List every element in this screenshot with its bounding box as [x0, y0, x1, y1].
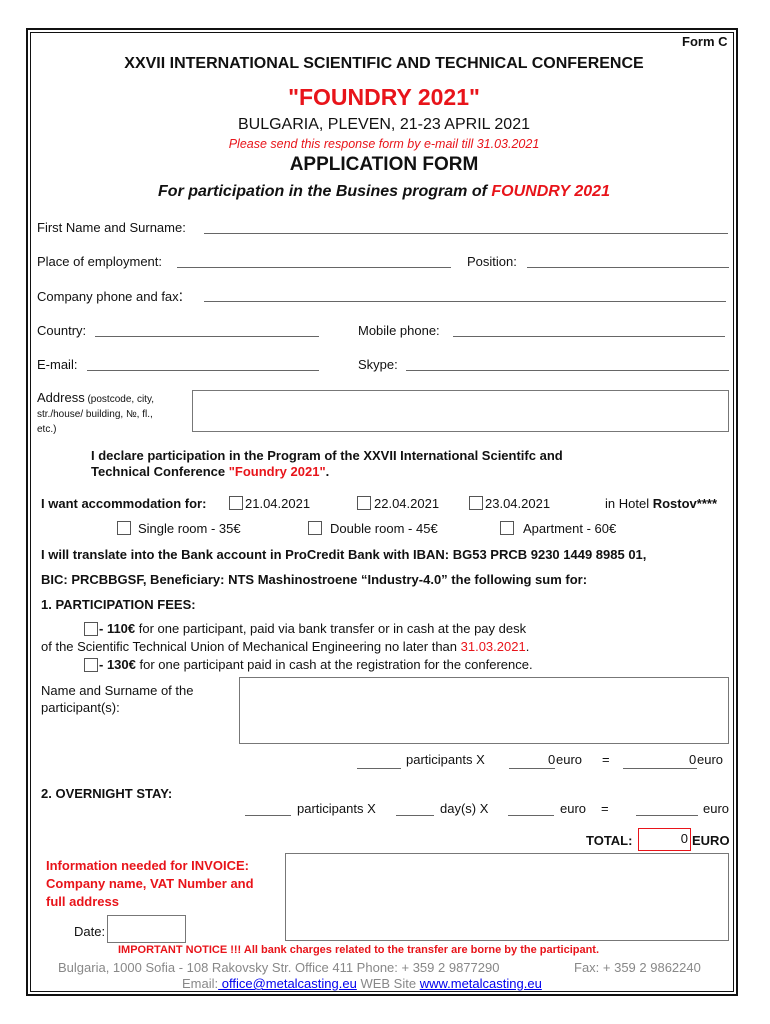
footer-email-label: Email: [182, 976, 219, 991]
company-phone-text: Company phone and fax [37, 289, 179, 304]
footer-web-link[interactable]: www.metalcasting.eu [419, 976, 542, 991]
declaration-line1: I declare participation in the Program of the XXVII International Scientifc and [91, 448, 563, 463]
stay-days-x: day(s) X [440, 801, 489, 816]
invoice-label [46, 857, 254, 911]
stay-equals: = [601, 801, 609, 816]
room-single: Single room - 35€ [138, 521, 241, 536]
fee-equals: = [602, 752, 610, 767]
send-notice: Please send this response form by e-mail till 31.03.2021 [228, 137, 540, 151]
date-1: 21.04.2021 [245, 496, 311, 511]
mobile-label: Mobile phone: [358, 323, 440, 338]
declaration-line2 [91, 464, 329, 479]
fee-option-110-line2 [41, 639, 529, 654]
subtitle-event: FOUNDRY 2021 [491, 183, 610, 200]
address-label [37, 391, 154, 436]
form-subtitle [28, 183, 740, 201]
address-main: Address [37, 390, 85, 405]
footer-links [182, 976, 542, 991]
stay-euro-2: euro [703, 801, 730, 816]
subtitle-prefix: For participation in the Busines program of [158, 183, 492, 200]
stay-euro: euro [560, 801, 587, 816]
declaration-event: "Foundry 2021" [228, 464, 326, 479]
stay-participants-field[interactable] [245, 815, 291, 816]
fee-euro-label: euro [556, 752, 583, 767]
skype-field[interactable] [406, 370, 729, 371]
form-title: APPLICATION FORM [289, 154, 479, 175]
fee-checkbox-130[interactable] [84, 658, 98, 672]
country-field[interactable] [95, 336, 319, 337]
invoice-box[interactable] [285, 853, 729, 941]
room-checkbox-single[interactable] [117, 521, 131, 535]
fee-result-unit: euro [697, 752, 724, 767]
important-label: IMPORTANT NOTICE !!! [118, 944, 242, 956]
invoice-line3: full address [46, 894, 119, 909]
company-phone-colon: : [178, 288, 184, 305]
fee-130-amount: - 130€ [99, 657, 136, 672]
fee-option-130 [99, 657, 533, 672]
total-unit: EURO [692, 833, 730, 848]
fee-deadline: 31.03.2021 [460, 639, 526, 654]
bank-line2: BIC: PRCBBGSF, Beneficiary: NTS Mashinostroene “Industry-4.0” the following sum for: [41, 572, 588, 587]
company-phone-label [37, 288, 183, 306]
location-date: BULGARIA, PLEVEN, 21-23 APRIL 2021 [237, 116, 530, 133]
email-label: E-mail: [37, 357, 78, 372]
position-field[interactable] [527, 267, 729, 268]
fee-participants-count[interactable] [357, 768, 401, 769]
footer-address: Bulgaria, 1000 Sofia - 108 Rakovsky Str. Office 411 Phone: + 359 2 9877290 [58, 960, 500, 975]
fee-110-dot: . [525, 639, 530, 654]
footer-web-label: WEB Site [356, 976, 420, 991]
fee-amount-field[interactable] [509, 768, 555, 769]
skype-label: Skype: [358, 357, 398, 372]
stay-heading: 2. OVERNIGHT STAY: [41, 786, 173, 801]
stay-amount-field[interactable] [508, 815, 554, 816]
company-phone-field[interactable] [204, 301, 726, 302]
date-2: 22.04.2021 [374, 496, 440, 511]
bank-line1: I will translate into the Bank account in ProCredit Bank with IBAN: BG53 PRCB 9230 1449 8985 01, [41, 547, 647, 562]
form-label: Form C [682, 34, 728, 49]
footer-fax: Fax: + 359 2 9862240 [574, 960, 701, 975]
footer-email-link[interactable]: office@metalcasting.eu [218, 976, 357, 991]
employment-label: Place of employment: [37, 254, 163, 269]
address-hint-1: (postcode, city, [84, 394, 154, 405]
room-checkbox-double[interactable] [308, 521, 322, 535]
participants-label-2: participant(s): [41, 700, 120, 715]
email-field[interactable] [87, 370, 319, 371]
accommodation-label: I want accommodation for: [41, 496, 207, 511]
fee-amount-value: 0 [548, 752, 556, 767]
fee-110-text: for one participant, paid via bank transfer or in cash at the pay desk [135, 621, 527, 636]
fee-result-field[interactable] [623, 768, 697, 769]
invoice-line1: Information needed for INVOICE: [46, 858, 249, 873]
room-double: Double room - 45€ [330, 521, 438, 536]
hotel-prefix: in Hotel [605, 496, 653, 511]
date-3: 23.04.2021 [485, 496, 551, 511]
participants-box[interactable] [239, 677, 729, 744]
total-field[interactable]: 0 [638, 828, 691, 851]
fee-result-value: 0 [689, 752, 697, 767]
country-label: Country: [37, 323, 87, 338]
important-notice [118, 944, 599, 956]
declaration-prefix: Technical Conference [91, 464, 229, 479]
address-box[interactable] [192, 390, 729, 432]
date-checkbox-3[interactable] [469, 496, 483, 510]
fees-heading: 1. PARTICIPATION FEES: [41, 597, 196, 612]
fee-110-amount: - 110€ [99, 621, 136, 636]
total-label: TOTAL: [586, 833, 633, 848]
room-checkbox-apartment[interactable] [500, 521, 514, 535]
important-text: All bank charges related to the transfer are borne by the participant. [241, 944, 600, 956]
fee-participants-x: participants X [406, 752, 485, 767]
fee-130-text: for one participant paid in cash at the registration for the conference. [135, 657, 533, 672]
declaration-suffix: . [325, 464, 330, 479]
first-name-label: First Name and Surname: [37, 220, 186, 235]
fee-option-110 [99, 621, 526, 636]
date-field[interactable] [107, 915, 186, 943]
fee-110-line2-text: of the Scientific Technical Union of Mechanical Engineering no later than [41, 639, 461, 654]
first-name-field[interactable] [204, 233, 728, 234]
participants-label [41, 682, 193, 716]
stay-participants-x: participants X [297, 801, 376, 816]
fee-checkbox-110[interactable] [84, 622, 98, 636]
date-checkbox-1[interactable] [229, 496, 243, 510]
address-hint-3: etc.) [37, 424, 57, 435]
mobile-field[interactable] [453, 336, 725, 337]
participants-label-1: Name and Surname of the [41, 683, 194, 698]
stay-result-field[interactable] [636, 815, 698, 816]
invoice-line2: Company name, VAT Number and [46, 876, 254, 891]
date-checkbox-2[interactable] [357, 496, 371, 510]
address-hint-2: str./house/ building, №, fl., [37, 409, 153, 420]
room-apartment: Apartment - 60€ [523, 521, 617, 536]
hotel-label [605, 496, 717, 511]
hotel-name: Rostov**** [652, 496, 717, 511]
stay-days-field[interactable] [396, 815, 434, 816]
conference-title: XXVII INTERNATIONAL SCIENTIFIC AND TECHNICAL CONFERENCE [124, 55, 644, 72]
date-label: Date: [74, 924, 106, 939]
position-label: Position: [467, 254, 517, 269]
employment-field[interactable] [177, 267, 451, 268]
event-name: "FOUNDRY 2021" [288, 84, 480, 110]
